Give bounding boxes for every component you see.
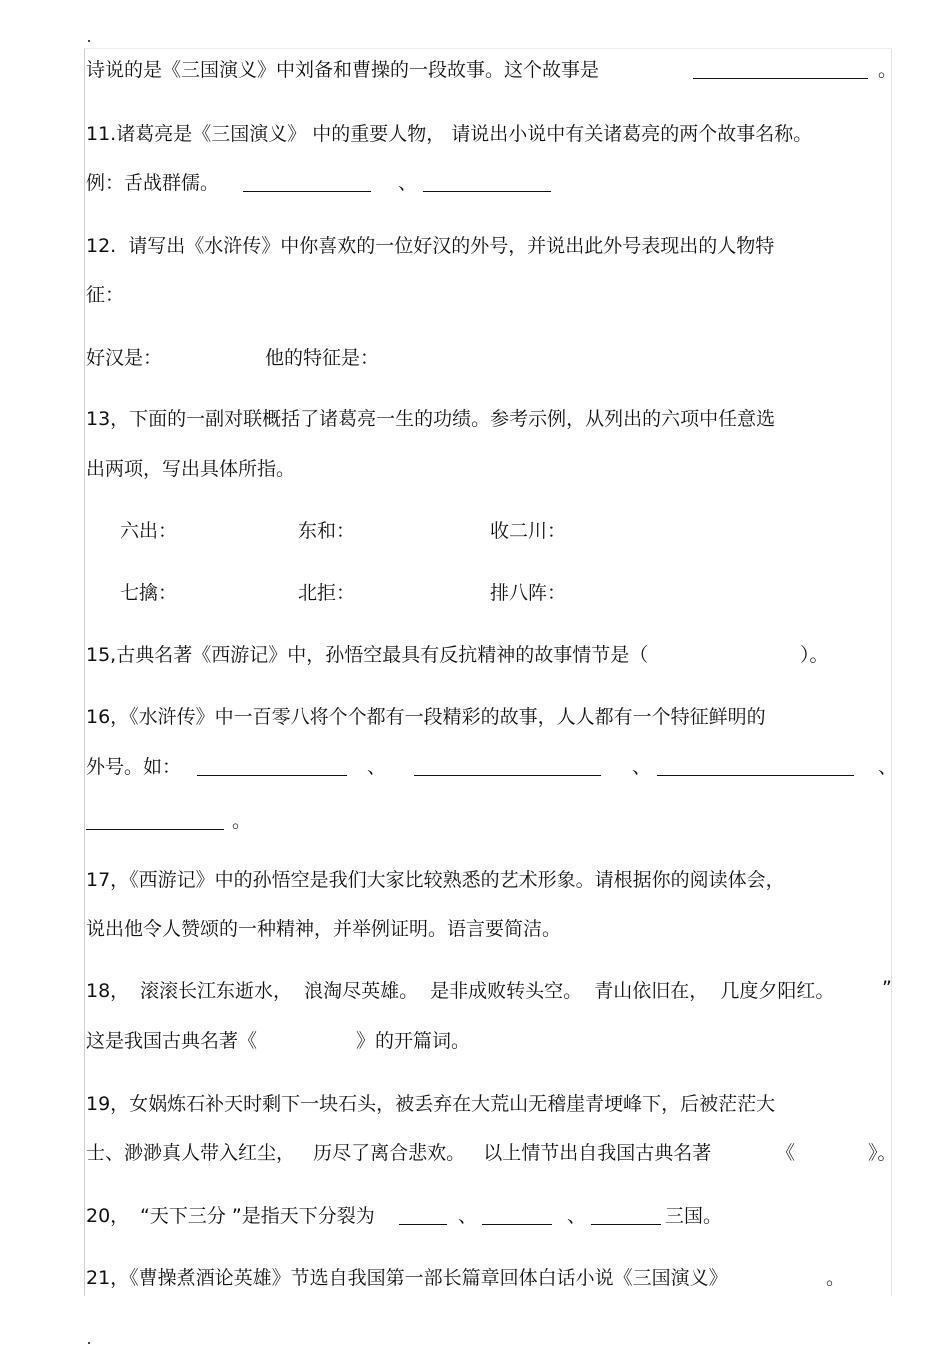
question-16-text: 16，《水浒传》中一百零八将个个都有一段精彩的故事，人人都有一个特征鲜明的 xyxy=(86,706,766,728)
answer-blank[interactable] xyxy=(591,1206,661,1225)
punctuation: ）。 xyxy=(800,644,829,666)
punctuation: ” xyxy=(882,977,892,999)
question-18-text: 这是我国古典名著《 xyxy=(86,1030,258,1052)
corner-dot-top xyxy=(88,40,90,42)
separator: 、 xyxy=(632,756,652,778)
page-border-left xyxy=(84,48,85,1296)
separator: 、 xyxy=(398,172,418,194)
couplet-item: 七擒： xyxy=(120,582,178,604)
question-10-text: 诗说的是《三国演义》中刘备和曹操的一段故事。这个故事是 xyxy=(86,59,600,81)
answer-blank[interactable] xyxy=(693,60,868,79)
answer-blank[interactable] xyxy=(657,757,854,776)
corner-dot-bottom xyxy=(88,1342,90,1344)
separator: 、 xyxy=(367,756,387,778)
answer-blank[interactable] xyxy=(414,757,601,776)
question-13-text-cont: 出两项，写出具体所指。 xyxy=(86,458,296,480)
question-17-text: 17，《西游记》中的孙悟空是我们大家比较熟悉的艺术形象。请根据你的阅读体会， xyxy=(86,869,785,891)
question-11-example: 例：舌战群儒。 xyxy=(86,172,220,194)
answer-blank[interactable] xyxy=(86,811,224,830)
punctuation: 。 xyxy=(232,810,252,832)
trait-label: 他的特征是： xyxy=(265,347,380,369)
separator: 、 xyxy=(878,756,898,778)
punctuation: 》。 xyxy=(868,1142,897,1164)
punctuation: 。 xyxy=(826,1267,846,1289)
question-12-text: 12. 请写出《水浒传》中你喜欢的一位好汉的外号，并说出此外号表现出的人物特 xyxy=(86,235,775,257)
page-border-right xyxy=(891,48,892,1296)
question-16-prompt: 外号。如： xyxy=(86,756,182,778)
answer-blank[interactable] xyxy=(423,173,551,192)
question-20-text: “天下三分 ”是指天下分裂为 xyxy=(140,1205,375,1227)
separator: 、 xyxy=(458,1205,478,1227)
question-18-number: 18， xyxy=(86,980,130,1002)
couplet-item: 收二川： xyxy=(490,520,567,542)
couplet-item: 六出： xyxy=(120,520,178,542)
question-15-text: 15,古典名著《西游记》中，孙悟空最具有反抗精神的故事情节是（ xyxy=(86,644,649,666)
question-11-text: 11.诸葛亮是《三国演义》 中的重要人物， 请说出小说中有关诸葛亮的两个故事名称。 xyxy=(86,123,813,145)
couplet-item: 排八阵： xyxy=(490,582,567,604)
answer-blank[interactable] xyxy=(243,173,371,192)
question-19-text: 19，女娲炼石补天时剩下一块石头，被丢弃在大荒山无稽崖青埂峰下，后被茫茫大 xyxy=(86,1093,776,1115)
question-20-text-end: 三国。 xyxy=(665,1205,723,1227)
question-19-text-cont: 士、渺渺真人带入红尘， 历尽了离合悲欢。 以上情节出自我国古典名著 xyxy=(86,1142,712,1164)
separator: 、 xyxy=(567,1205,587,1227)
couplet-item: 东和： xyxy=(298,520,356,542)
answer-blank[interactable] xyxy=(197,757,347,776)
hero-label: 好汉是： xyxy=(86,347,163,369)
answer-blank[interactable] xyxy=(482,1206,552,1225)
question-17-text-cont: 说出他令人赞颂的一种精神，并举例证明。语言要简洁。 xyxy=(86,918,562,940)
question-13-text: 13，下面的一副对联概括了诸葛亮一生的功绩。参考示例，从列出的六项中任意选 xyxy=(86,408,776,430)
page-border-top xyxy=(84,48,892,49)
question-20-number: 20， xyxy=(86,1205,130,1227)
punctuation: 《 xyxy=(776,1142,796,1164)
question-12-text-cont: 征： xyxy=(86,284,125,306)
answer-blank[interactable] xyxy=(399,1206,447,1225)
question-21-text: 21，《曹操煮酒论英雄》节选自我国第一部长篇章回体白话小说《三国演义》 xyxy=(86,1267,728,1289)
punctuation: 。 xyxy=(878,59,898,81)
couplet-item: 北拒： xyxy=(298,582,356,604)
question-18-quote: 滚滚长江东逝水， 浪淘尽英雄。 是非成败转头空。 青山依旧在， 几度夕阳红。 xyxy=(140,980,835,1002)
question-18-text-end: 》的开篇词。 xyxy=(356,1030,471,1052)
